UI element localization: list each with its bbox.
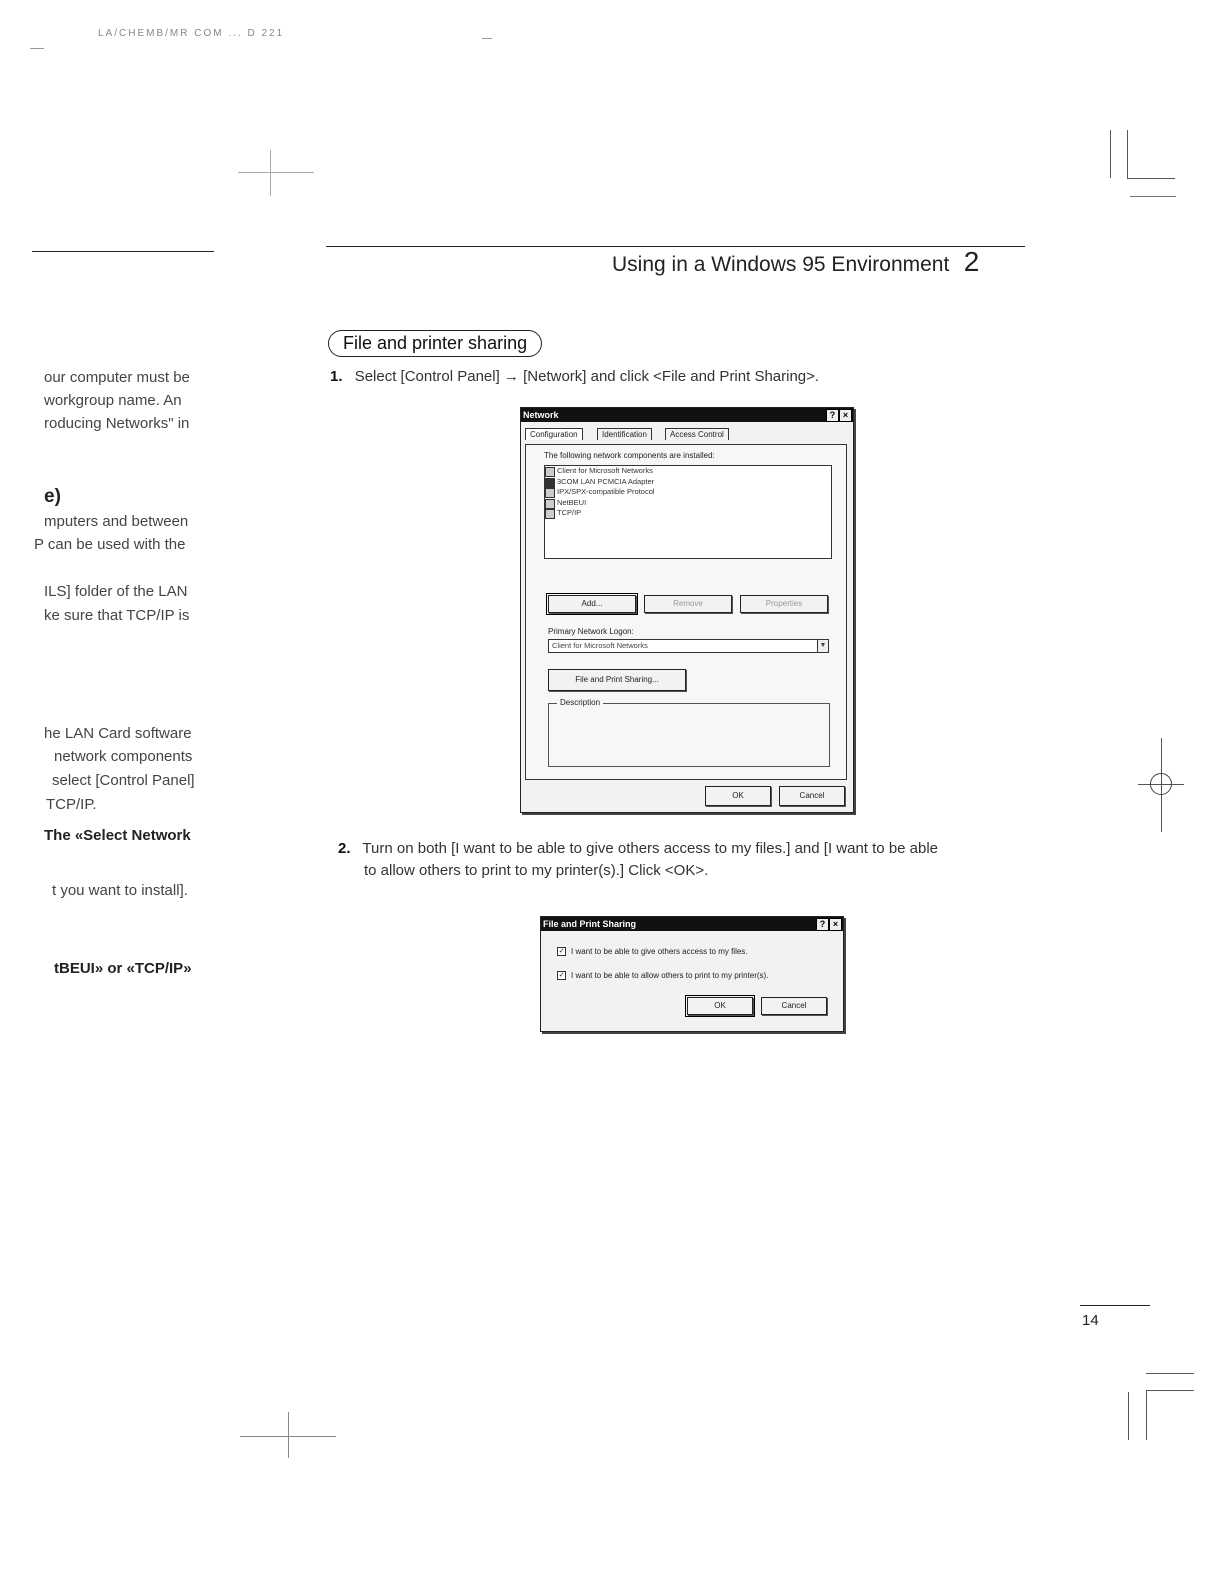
tab-identification[interactable]: Identification [597, 428, 652, 440]
share-printer-checkbox[interactable]: ✓ [558, 972, 565, 980]
description-label: Description [557, 698, 603, 707]
crop-mark [238, 172, 314, 173]
left-line: P can be used with the [34, 536, 186, 553]
registration-circle [1150, 773, 1172, 795]
network-dialog-titlebar [521, 408, 853, 422]
crop-mark [1127, 178, 1175, 179]
cancel-button[interactable]: Cancel [779, 786, 845, 806]
chapter-number: 2 [963, 246, 980, 277]
left-line: The «Select Network [44, 827, 191, 844]
chapter-title: Using in a Windows 95 Environment [612, 253, 950, 276]
crop-mark [1130, 196, 1176, 197]
page-number: 14 [1082, 1312, 1099, 1329]
help-button[interactable]: ? [826, 409, 839, 422]
crop-mark [1110, 130, 1111, 178]
dialog-title: Network [523, 410, 559, 420]
cancel-button[interactable]: Cancel [761, 997, 827, 1015]
list-item[interactable]: Client for Microsoft Networks [545, 466, 831, 477]
step-number: 2. [338, 840, 351, 857]
crop-mark [1127, 130, 1128, 178]
configuration-panel [525, 444, 847, 780]
left-line: network components [54, 748, 193, 765]
ok-button[interactable]: OK [705, 786, 771, 806]
left-line: our computer must be [44, 369, 190, 386]
crop-mark [270, 150, 271, 196]
scan-header-text: LA/CHEMB/MR COM ... D 221 [98, 28, 285, 39]
step-2 [338, 838, 1078, 882]
left-line: workgroup name. An [44, 392, 182, 409]
protocol-icon [545, 509, 555, 519]
close-button[interactable]: × [829, 918, 842, 931]
left-rule [32, 251, 214, 252]
left-line: tBEUI» or «TCP/IP» [54, 960, 192, 977]
crop-mark [1146, 1390, 1147, 1440]
step-text: Turn on both [I want to be able to give others access to my files.] and [I want to be able [362, 840, 939, 857]
protocol-icon [545, 499, 555, 509]
left-line: he LAN Card software [44, 725, 192, 742]
chevron-down-icon[interactable]: ▼ [817, 640, 828, 652]
left-line: t you want to install]. [52, 882, 188, 899]
components-list[interactable] [544, 465, 832, 559]
ok-button[interactable]: OK [687, 997, 753, 1015]
left-line: ILS] folder of the LAN [44, 583, 188, 600]
crop-mark [482, 38, 492, 39]
close-button[interactable]: × [839, 409, 852, 422]
step-text-continued: to allow others to print to my printer(s).] Click <OK>. [364, 862, 709, 879]
properties-button[interactable]: Properties [740, 595, 828, 613]
logon-label: Primary Network Logon: [548, 627, 634, 636]
crop-mark [1146, 1373, 1194, 1374]
step-1 [330, 366, 819, 388]
left-line: roducing Networks" in [44, 415, 190, 432]
crop-mark [30, 48, 44, 49]
add-button[interactable]: Add... [548, 595, 636, 613]
protocol-icon [545, 488, 555, 498]
sharing-dialog-titlebar [541, 917, 843, 931]
tab-configuration[interactable]: Configuration [525, 428, 583, 440]
crop-mark [1128, 1392, 1129, 1440]
share-files-checkbox[interactable]: ✓ [558, 948, 565, 956]
left-line: e) [44, 486, 61, 507]
list-item[interactable]: IPX/SPX-compatible Protocol [545, 487, 831, 498]
left-line: ke sure that TCP/IP is [44, 607, 190, 624]
installed-label: The following network components are installed: [544, 451, 715, 460]
file-print-sharing-button[interactable]: File and Print Sharing... [548, 669, 686, 691]
section-heading: File and printer sharing [328, 330, 542, 357]
share-printer-option[interactable]: ✓ I want to be able to allow others to print to my printer(s). [558, 971, 769, 980]
remove-button[interactable]: Remove [644, 595, 732, 613]
tab-strip [525, 428, 845, 444]
step-text: Select [Control Panel] → [Network] and click <File and Print Sharing>. [354, 368, 820, 385]
crop-mark [288, 1412, 289, 1458]
network-dialog [520, 407, 854, 813]
list-item[interactable]: TCP/IP [545, 508, 831, 519]
primary-logon-select[interactable]: Client for Microsoft Networks ▼ [548, 639, 829, 653]
step-number: 1. [330, 368, 343, 385]
share-files-option[interactable]: ✓ I want to be able to give others access to my files. [558, 947, 748, 956]
crop-mark [1146, 1390, 1194, 1391]
dialog-title: File and Print Sharing [543, 919, 637, 929]
description-group [548, 698, 830, 767]
left-line: select [Control Panel] [52, 772, 195, 789]
list-item[interactable]: 3COM LAN PCMCIA Adapter [545, 477, 831, 488]
left-line: mputers and between [44, 513, 189, 530]
chapter-heading [612, 246, 979, 278]
page-number-rule [1080, 1305, 1150, 1306]
adapter-icon [545, 478, 555, 488]
help-button[interactable]: ? [816, 918, 829, 931]
client-icon [545, 467, 555, 477]
file-print-sharing-dialog [540, 916, 844, 1032]
list-item[interactable]: NetBEUI [545, 498, 831, 509]
tab-access-control[interactable]: Access Control [665, 428, 729, 440]
left-line: TCP/IP. [46, 796, 97, 813]
